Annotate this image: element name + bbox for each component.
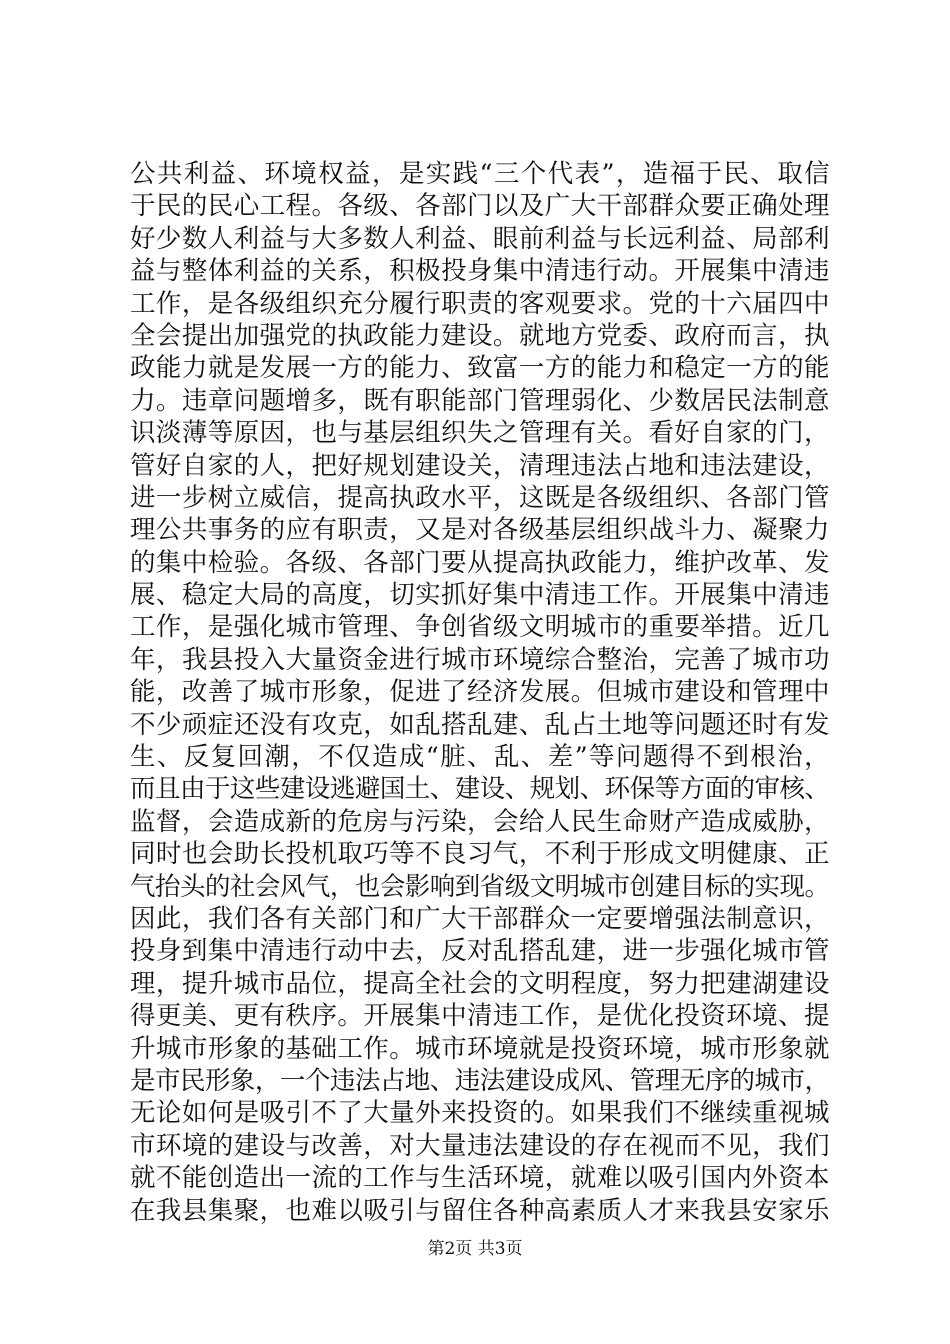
text-line: 升城市形象的基础工作。城市环境就是投资环境，城市形象就 bbox=[130, 1033, 830, 1064]
text-line: 进一步树立威信，提高执政水平，这既是各级组织、各部门管 bbox=[130, 482, 830, 513]
text-line: 全会提出加强党的执政能力建设。就地方党委、政府而言，执 bbox=[130, 320, 830, 351]
text-line: 的集中检验。各级、各部门要从提高执政能力，维护改革、发 bbox=[130, 547, 830, 578]
text-line: 就不能创造出一流的工作与生活环境，就难以吸引国内外资本 bbox=[130, 1163, 830, 1194]
text-line: 在我县集聚，也难以吸引与留住各种高素质人才来我县安家乐 bbox=[130, 1195, 830, 1226]
text-line: 投身到集中清违行动中去，反对乱搭乱建，进一步强化城市管 bbox=[130, 936, 830, 967]
text-line: 益与整体利益的关系，积极投身集中清违行动。开展集中清违 bbox=[130, 256, 830, 287]
text-line: 无论如何是吸引不了大量外来投资的。如果我们不继续重视城 bbox=[130, 1098, 830, 1129]
text-line: 好少数人利益与大多数人利益、眼前利益与长远利益、局部利 bbox=[130, 223, 830, 254]
text-line: 因此，我们各有关部门和广大干部群众一定要增强法制意识， bbox=[130, 903, 830, 934]
text-line: 理公共事务的应有职责，又是对各级基层组织战斗力、凝聚力 bbox=[130, 515, 830, 546]
text-line: 于民的民心工程。各级、各部门以及广大干部群众要正确处理 bbox=[130, 191, 830, 222]
text-line: 年，我县投入大量资金进行城市环境综合整治，完善了城市功 bbox=[130, 644, 830, 675]
text-line: 政能力就是发展一方的能力、致富一方的能力和稳定一方的能 bbox=[130, 353, 830, 384]
text-line: 识淡薄等原因，也与基层组织失之管理有关。看好自家的门， bbox=[130, 418, 830, 449]
text-line: 展、稳定大局的高度，切实抓好集中清违工作。开展集中清违 bbox=[130, 580, 830, 611]
page-footer: 第2页 共3页 bbox=[427, 1239, 523, 1259]
body-paragraph bbox=[130, 158, 830, 1227]
text-line: 管好自家的人，把好规划建设关，清理违法占地和违法建设， bbox=[130, 450, 830, 481]
text-line: 是市民形象，一个违法占地、违法建设成风、管理无序的城市， bbox=[130, 1065, 830, 1096]
text-line: 而且由于这些建设逃避国土、建设、规划、环保等方面的审核、 bbox=[130, 774, 830, 805]
text-line: 得更美、更有秩序。开展集中清违工作，是优化投资环境、提 bbox=[130, 1001, 830, 1032]
text-line: 力。违章问题增多，既有职能部门管理弱化、少数居民法制意 bbox=[130, 385, 830, 416]
text-line: 生、反复回潮，不仅造成“脏、乱、差”等问题得不到根治， bbox=[130, 742, 831, 773]
text-line: 同时也会助长投机取巧等不良习气，不利于形成文明健康、正 bbox=[130, 839, 830, 870]
text-line: 监督，会造成新的危房与污染，会给人民生命财产造成威胁， bbox=[130, 806, 830, 837]
text-line: 工作，是各级组织充分履行职责的客观要求。党的十六届四中 bbox=[130, 288, 830, 319]
text-line: 气抬头的社会风气，也会影响到省级文明城市创建目标的实现。 bbox=[130, 871, 830, 902]
text-line: 市环境的建设与改善，对大量违法建设的存在视而不见，我们 bbox=[130, 1130, 830, 1161]
text-line: 能，改善了城市形象，促进了经济发展。但城市建设和管理中 bbox=[130, 677, 830, 708]
text-line: 不少顽症还没有攻克，如乱搭乱建、乱占土地等问题还时有发 bbox=[130, 709, 830, 740]
text-line: 公共利益、环境权益，是实践“三个代表”，造福于民、取信 bbox=[130, 159, 831, 189]
text-line: 理，提升城市品位，提高全社会的文明程度，努力把建湖建设 bbox=[130, 968, 830, 999]
text-line: 工作，是强化城市管理、争创省级文明城市的重要举措。近几 bbox=[130, 612, 830, 643]
